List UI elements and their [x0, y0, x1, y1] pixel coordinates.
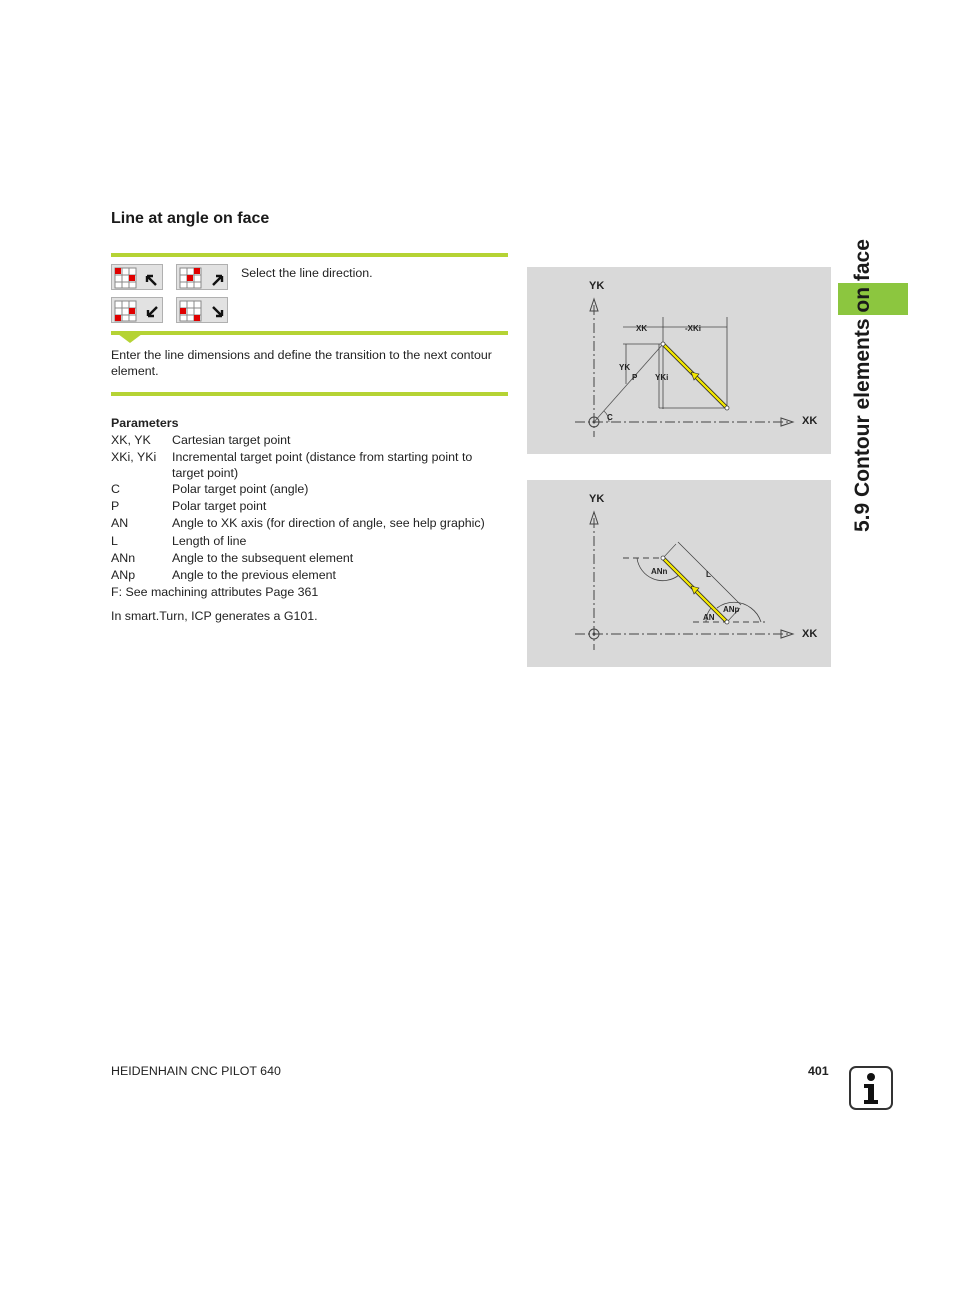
machining-attributes-note: F: See machining attributes Page 361: [111, 585, 319, 599]
xk-label: XK: [636, 324, 648, 333]
x-axis-label: XK: [802, 415, 818, 427]
section-divider-bottom: [111, 392, 508, 396]
param-value: Length of line: [172, 534, 247, 548]
section-heading: Line at angle on face: [111, 210, 270, 227]
param-value: Polar target point (angle): [172, 482, 309, 496]
param-value: Angle to XK axis (for direction of angle, see help graphic): [172, 516, 485, 530]
x-axis-label: XK: [802, 628, 818, 640]
direction-up-left-icon: [112, 265, 164, 291]
param-key: P: [111, 499, 120, 513]
direction-up-right-icon: [177, 265, 229, 291]
anp-label: ANp: [723, 605, 740, 614]
section-divider-middle: [111, 331, 508, 335]
enter-dimensions-text: Enter the line dimensions and define the transition to the next contour element.: [111, 348, 492, 378]
page-number: 401: [808, 1064, 829, 1078]
parameters-title: Parameters: [111, 416, 179, 430]
param-key: XK, YK: [111, 433, 151, 447]
ann-label: ANn: [651, 567, 668, 576]
c-label: C: [607, 413, 613, 422]
info-icon: [849, 1066, 893, 1110]
an-label: AN: [703, 613, 715, 622]
section-divider-top: [111, 253, 508, 257]
icp-note: In smart.Turn, ICP generates a G101.: [111, 609, 318, 623]
direction-down-right-icon: [177, 298, 229, 324]
direction-up-left-button[interactable]: [111, 264, 163, 290]
y-axis-label: YK: [589, 280, 605, 292]
direction-down-left-icon: [112, 298, 164, 324]
xki-label: -XKi: [685, 324, 701, 333]
param-value: Angle to the previous element: [172, 568, 336, 582]
yk-label: YK: [619, 363, 631, 372]
param-key: ANn: [111, 551, 136, 565]
param-value: Polar target point: [172, 499, 267, 513]
pointer-triangle-icon: [118, 334, 142, 344]
param-value: Incremental target point (distance from starting point to target point): [172, 450, 473, 480]
yki-label: YKi: [655, 373, 669, 382]
direction-down-left-button[interactable]: [111, 297, 163, 323]
help-graphic-angle: [527, 480, 831, 667]
help-graphic-cartesian: [527, 267, 831, 454]
y-axis-label: YK: [589, 493, 605, 505]
select-direction-text: Select the line direction.: [241, 266, 373, 280]
direction-down-right-button[interactable]: [176, 297, 228, 323]
direction-up-right-button[interactable]: [176, 264, 228, 290]
param-key: AN: [111, 516, 129, 530]
param-key: XKi, YKi: [111, 450, 157, 464]
param-key: C: [111, 482, 120, 496]
param-value: Cartesian target point: [172, 433, 291, 447]
l-label: L: [706, 570, 711, 579]
footer-product-name: HEIDENHAIN CNC PILOT 640: [111, 1064, 281, 1078]
chapter-side-title: 5.9 Contour elements on face: [851, 239, 874, 532]
p-label: P: [632, 373, 638, 382]
param-key: L: [111, 534, 118, 548]
param-value: Angle to the subsequent element: [172, 551, 354, 565]
param-key: ANp: [111, 568, 136, 582]
